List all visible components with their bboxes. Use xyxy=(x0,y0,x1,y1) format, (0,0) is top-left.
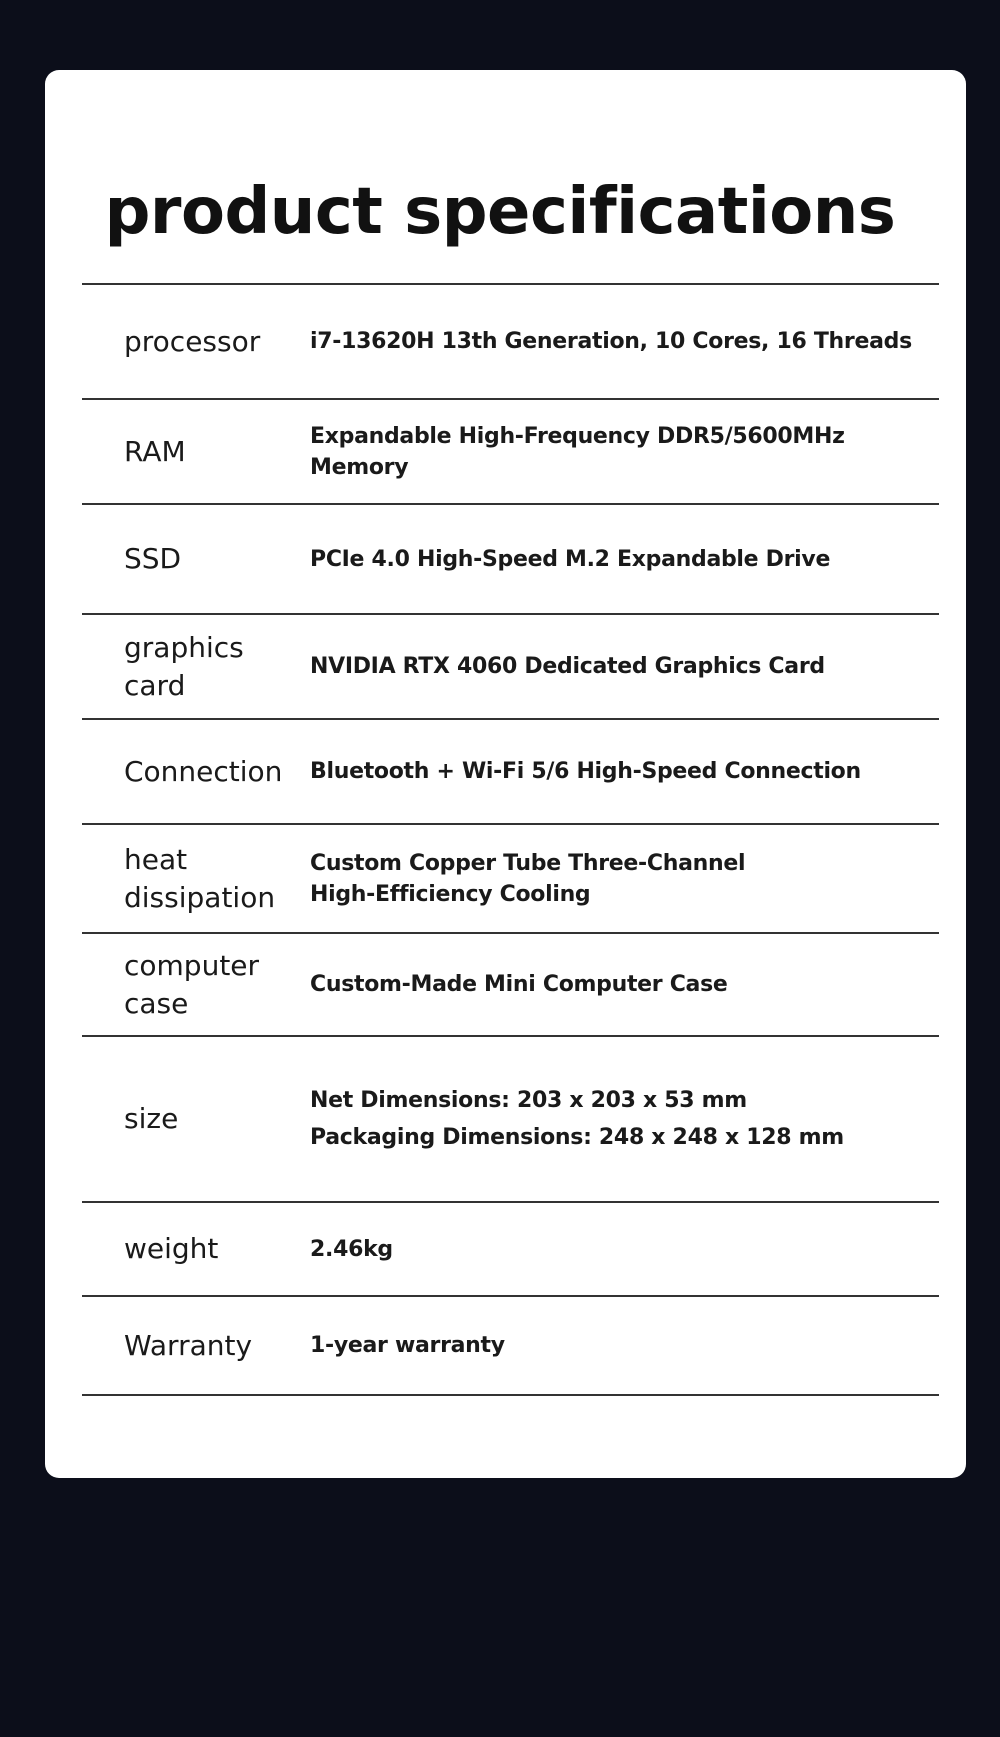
spec-value-text: Custom Copper Tube Three-Channel xyxy=(310,850,746,876)
spec-value xyxy=(310,1037,935,1201)
spec-value-text: Net Dimensions: 203 x 203 x 53 mm xyxy=(310,1088,747,1113)
spec-value-text: Expandable High-Frequency DDR5/5600MHz Memory xyxy=(310,423,845,480)
spec-label: Connection xyxy=(124,754,283,788)
spec-label: weight xyxy=(124,1232,219,1265)
spec-label: size xyxy=(124,1102,179,1135)
spec-value xyxy=(310,720,935,823)
spec-row-ssd xyxy=(82,505,939,613)
spec-value-text: Bluetooth + Wi-Fi 5/6 High-Speed Connection xyxy=(310,759,861,784)
page-title: product specifications xyxy=(104,175,896,249)
spec-label: heat dissipation xyxy=(124,842,276,914)
spec-row-computer-case xyxy=(82,934,939,1035)
spec-value-text: 2.46kg xyxy=(310,1236,393,1262)
spec-value-text: Custom-Made Mini Computer Case xyxy=(310,972,728,997)
spec-row-processor xyxy=(82,285,939,398)
spec-row-graphics-card xyxy=(82,615,939,718)
spec-value xyxy=(310,825,935,932)
spec-value-text-line2: Packaging Dimensions: 248 x 248 x 128 mm xyxy=(310,1125,844,1150)
spec-value-text: 1-year warranty xyxy=(310,1333,505,1358)
spec-row-heat-dissipation xyxy=(82,825,939,932)
spec-row-size xyxy=(82,1037,939,1201)
spec-value-text: PCIe 4.0 High-Speed M.2 Expandable Drive xyxy=(310,546,831,572)
spec-label: RAM xyxy=(124,434,186,468)
spec-label: Warranty xyxy=(124,1328,253,1362)
spec-label: graphics card xyxy=(124,630,244,702)
divider xyxy=(82,1394,939,1396)
spec-value xyxy=(310,285,935,398)
spec-row-connection xyxy=(82,720,939,823)
spec-label: processor xyxy=(124,324,261,358)
spec-label: computer case xyxy=(124,948,260,1020)
spec-value-text: i7-13620H 13th Generation, 10 Cores, 16 Threads xyxy=(310,329,912,354)
spec-value xyxy=(310,505,935,613)
spec-value-text-line2: High-Efficiency Cooling xyxy=(310,881,591,907)
spec-value xyxy=(310,1203,935,1295)
spec-value xyxy=(310,615,935,718)
spec-value xyxy=(310,400,935,503)
spec-value xyxy=(310,1297,935,1394)
spec-row-ram xyxy=(82,400,939,503)
spec-row-warranty xyxy=(82,1297,939,1394)
spec-value-text: NVIDIA RTX 4060 Dedicated Graphics Card xyxy=(310,654,825,679)
spec-label: SSD xyxy=(124,542,182,575)
spec-value xyxy=(310,934,935,1035)
spec-row-weight xyxy=(82,1203,939,1295)
